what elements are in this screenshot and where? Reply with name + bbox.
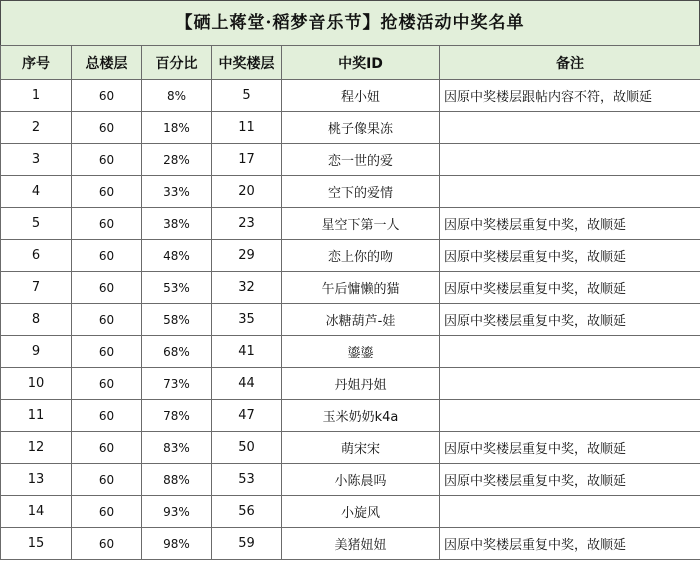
cell-total-floors: 60 xyxy=(72,272,142,304)
cell-note: 因原中奖楼层跟帖内容不符，故顺延 xyxy=(440,80,700,112)
cell-winner-id: 萌宋宋 xyxy=(282,432,440,464)
sheet-title: 【硒上蒋堂·稻梦音乐节】抢楼活动中奖名单 xyxy=(0,0,700,45)
cell-note: 因原中奖楼层重复中奖，故顺延 xyxy=(440,240,700,272)
cell-total-floors: 60 xyxy=(72,336,142,368)
cell-total-floors: 60 xyxy=(72,432,142,464)
cell-percent: 33% xyxy=(142,176,212,208)
cell-winner-id: 午后慵懒的猫 xyxy=(282,272,440,304)
table-row xyxy=(1,112,700,144)
cell-index: 2 xyxy=(1,112,72,144)
cell-winning-floor: 56 xyxy=(212,496,282,528)
cell-note: 因原中奖楼层重复中奖，故顺延 xyxy=(440,304,700,336)
cell-total-floors: 60 xyxy=(72,528,142,560)
cell-percent: 78% xyxy=(142,400,212,432)
cell-note xyxy=(440,112,700,144)
cell-index: 15 xyxy=(1,528,72,560)
header-winner-id: 中奖ID xyxy=(282,46,440,80)
cell-winner-id: 小陈晨吗 xyxy=(282,464,440,496)
cell-total-floors: 60 xyxy=(72,240,142,272)
cell-winning-floor: 17 xyxy=(212,144,282,176)
table-row xyxy=(1,240,700,272)
cell-percent: 28% xyxy=(142,144,212,176)
cell-winner-id: 鎏鎏 xyxy=(282,336,440,368)
header-note: 备注 xyxy=(440,46,700,80)
cell-note: 因原中奖楼层重复中奖，故顺延 xyxy=(440,432,700,464)
cell-winning-floor: 50 xyxy=(212,432,282,464)
cell-note xyxy=(440,176,700,208)
cell-index: 10 xyxy=(1,368,72,400)
cell-winning-floor: 59 xyxy=(212,528,282,560)
cell-index: 5 xyxy=(1,208,72,240)
cell-winning-floor: 11 xyxy=(212,112,282,144)
cell-total-floors: 60 xyxy=(72,496,142,528)
table-row xyxy=(1,496,700,528)
cell-percent: 38% xyxy=(142,208,212,240)
cell-percent: 58% xyxy=(142,304,212,336)
cell-total-floors: 60 xyxy=(72,464,142,496)
cell-index: 12 xyxy=(1,432,72,464)
cell-percent: 48% xyxy=(142,240,212,272)
cell-total-floors: 60 xyxy=(72,304,142,336)
table-row xyxy=(1,176,700,208)
header-row xyxy=(1,46,700,80)
header-index: 序号 xyxy=(1,46,72,80)
cell-note: 因原中奖楼层重复中奖，故顺延 xyxy=(440,464,700,496)
table-row xyxy=(1,528,700,560)
cell-note: 因原中奖楼层重复中奖，故顺延 xyxy=(440,272,700,304)
cell-winning-floor: 44 xyxy=(212,368,282,400)
table-row xyxy=(1,400,700,432)
cell-note xyxy=(440,496,700,528)
cell-percent: 53% xyxy=(142,272,212,304)
header-total-floors: 总楼层 xyxy=(72,46,142,80)
cell-note xyxy=(440,400,700,432)
cell-percent: 98% xyxy=(142,528,212,560)
cell-winner-id: 冰糖葫芦-娃 xyxy=(282,304,440,336)
cell-index: 14 xyxy=(1,496,72,528)
cell-total-floors: 60 xyxy=(72,400,142,432)
table-row xyxy=(1,272,700,304)
cell-winning-floor: 5 xyxy=(212,80,282,112)
cell-winner-id: 桃子像果冻 xyxy=(282,112,440,144)
table-row xyxy=(1,464,700,496)
table-row xyxy=(1,80,700,112)
cell-winning-floor: 35 xyxy=(212,304,282,336)
cell-total-floors: 60 xyxy=(72,80,142,112)
cell-winner-id: 程小妞 xyxy=(282,80,440,112)
table-row xyxy=(1,432,700,464)
cell-winner-id: 丹姐丹姐 xyxy=(282,368,440,400)
cell-winning-floor: 32 xyxy=(212,272,282,304)
cell-percent: 8% xyxy=(142,80,212,112)
cell-total-floors: 60 xyxy=(72,144,142,176)
cell-percent: 88% xyxy=(142,464,212,496)
cell-percent: 93% xyxy=(142,496,212,528)
cell-note xyxy=(440,368,700,400)
cell-winner-id: 星空下第一人 xyxy=(282,208,440,240)
cell-winning-floor: 23 xyxy=(212,208,282,240)
cell-index: 1 xyxy=(1,80,72,112)
cell-note: 因原中奖楼层重复中奖，故顺延 xyxy=(440,208,700,240)
cell-index: 8 xyxy=(1,304,72,336)
cell-total-floors: 60 xyxy=(72,112,142,144)
cell-total-floors: 60 xyxy=(72,368,142,400)
cell-winning-floor: 29 xyxy=(212,240,282,272)
cell-winning-floor: 47 xyxy=(212,400,282,432)
cell-index: 3 xyxy=(1,144,72,176)
cell-index: 13 xyxy=(1,464,72,496)
cell-note: 因原中奖楼层重复中奖，故顺延 xyxy=(440,528,700,560)
cell-note xyxy=(440,336,700,368)
cell-percent: 68% xyxy=(142,336,212,368)
cell-winning-floor: 20 xyxy=(212,176,282,208)
cell-total-floors: 60 xyxy=(72,208,142,240)
cell-winning-floor: 53 xyxy=(212,464,282,496)
winner-table xyxy=(0,45,700,560)
cell-index: 7 xyxy=(1,272,72,304)
cell-index: 11 xyxy=(1,400,72,432)
cell-winner-id: 美猪妞妞 xyxy=(282,528,440,560)
table-row xyxy=(1,144,700,176)
cell-winner-id: 小旋风 xyxy=(282,496,440,528)
table-row xyxy=(1,304,700,336)
cell-index: 6 xyxy=(1,240,72,272)
cell-winner-id: 恋上你的吻 xyxy=(282,240,440,272)
cell-index: 4 xyxy=(1,176,72,208)
cell-winning-floor: 41 xyxy=(212,336,282,368)
cell-percent: 18% xyxy=(142,112,212,144)
table-row xyxy=(1,208,700,240)
cell-note xyxy=(440,144,700,176)
cell-total-floors: 60 xyxy=(72,176,142,208)
table-row xyxy=(1,368,700,400)
cell-winner-id: 玉米奶奶k4a xyxy=(282,400,440,432)
cell-percent: 73% xyxy=(142,368,212,400)
cell-index: 9 xyxy=(1,336,72,368)
cell-winner-id: 恋一世的爱 xyxy=(282,144,440,176)
header-winning-floor: 中奖楼层 xyxy=(212,46,282,80)
header-percent: 百分比 xyxy=(142,46,212,80)
cell-percent: 83% xyxy=(142,432,212,464)
cell-winner-id: 空下的爱情 xyxy=(282,176,440,208)
table-row xyxy=(1,336,700,368)
